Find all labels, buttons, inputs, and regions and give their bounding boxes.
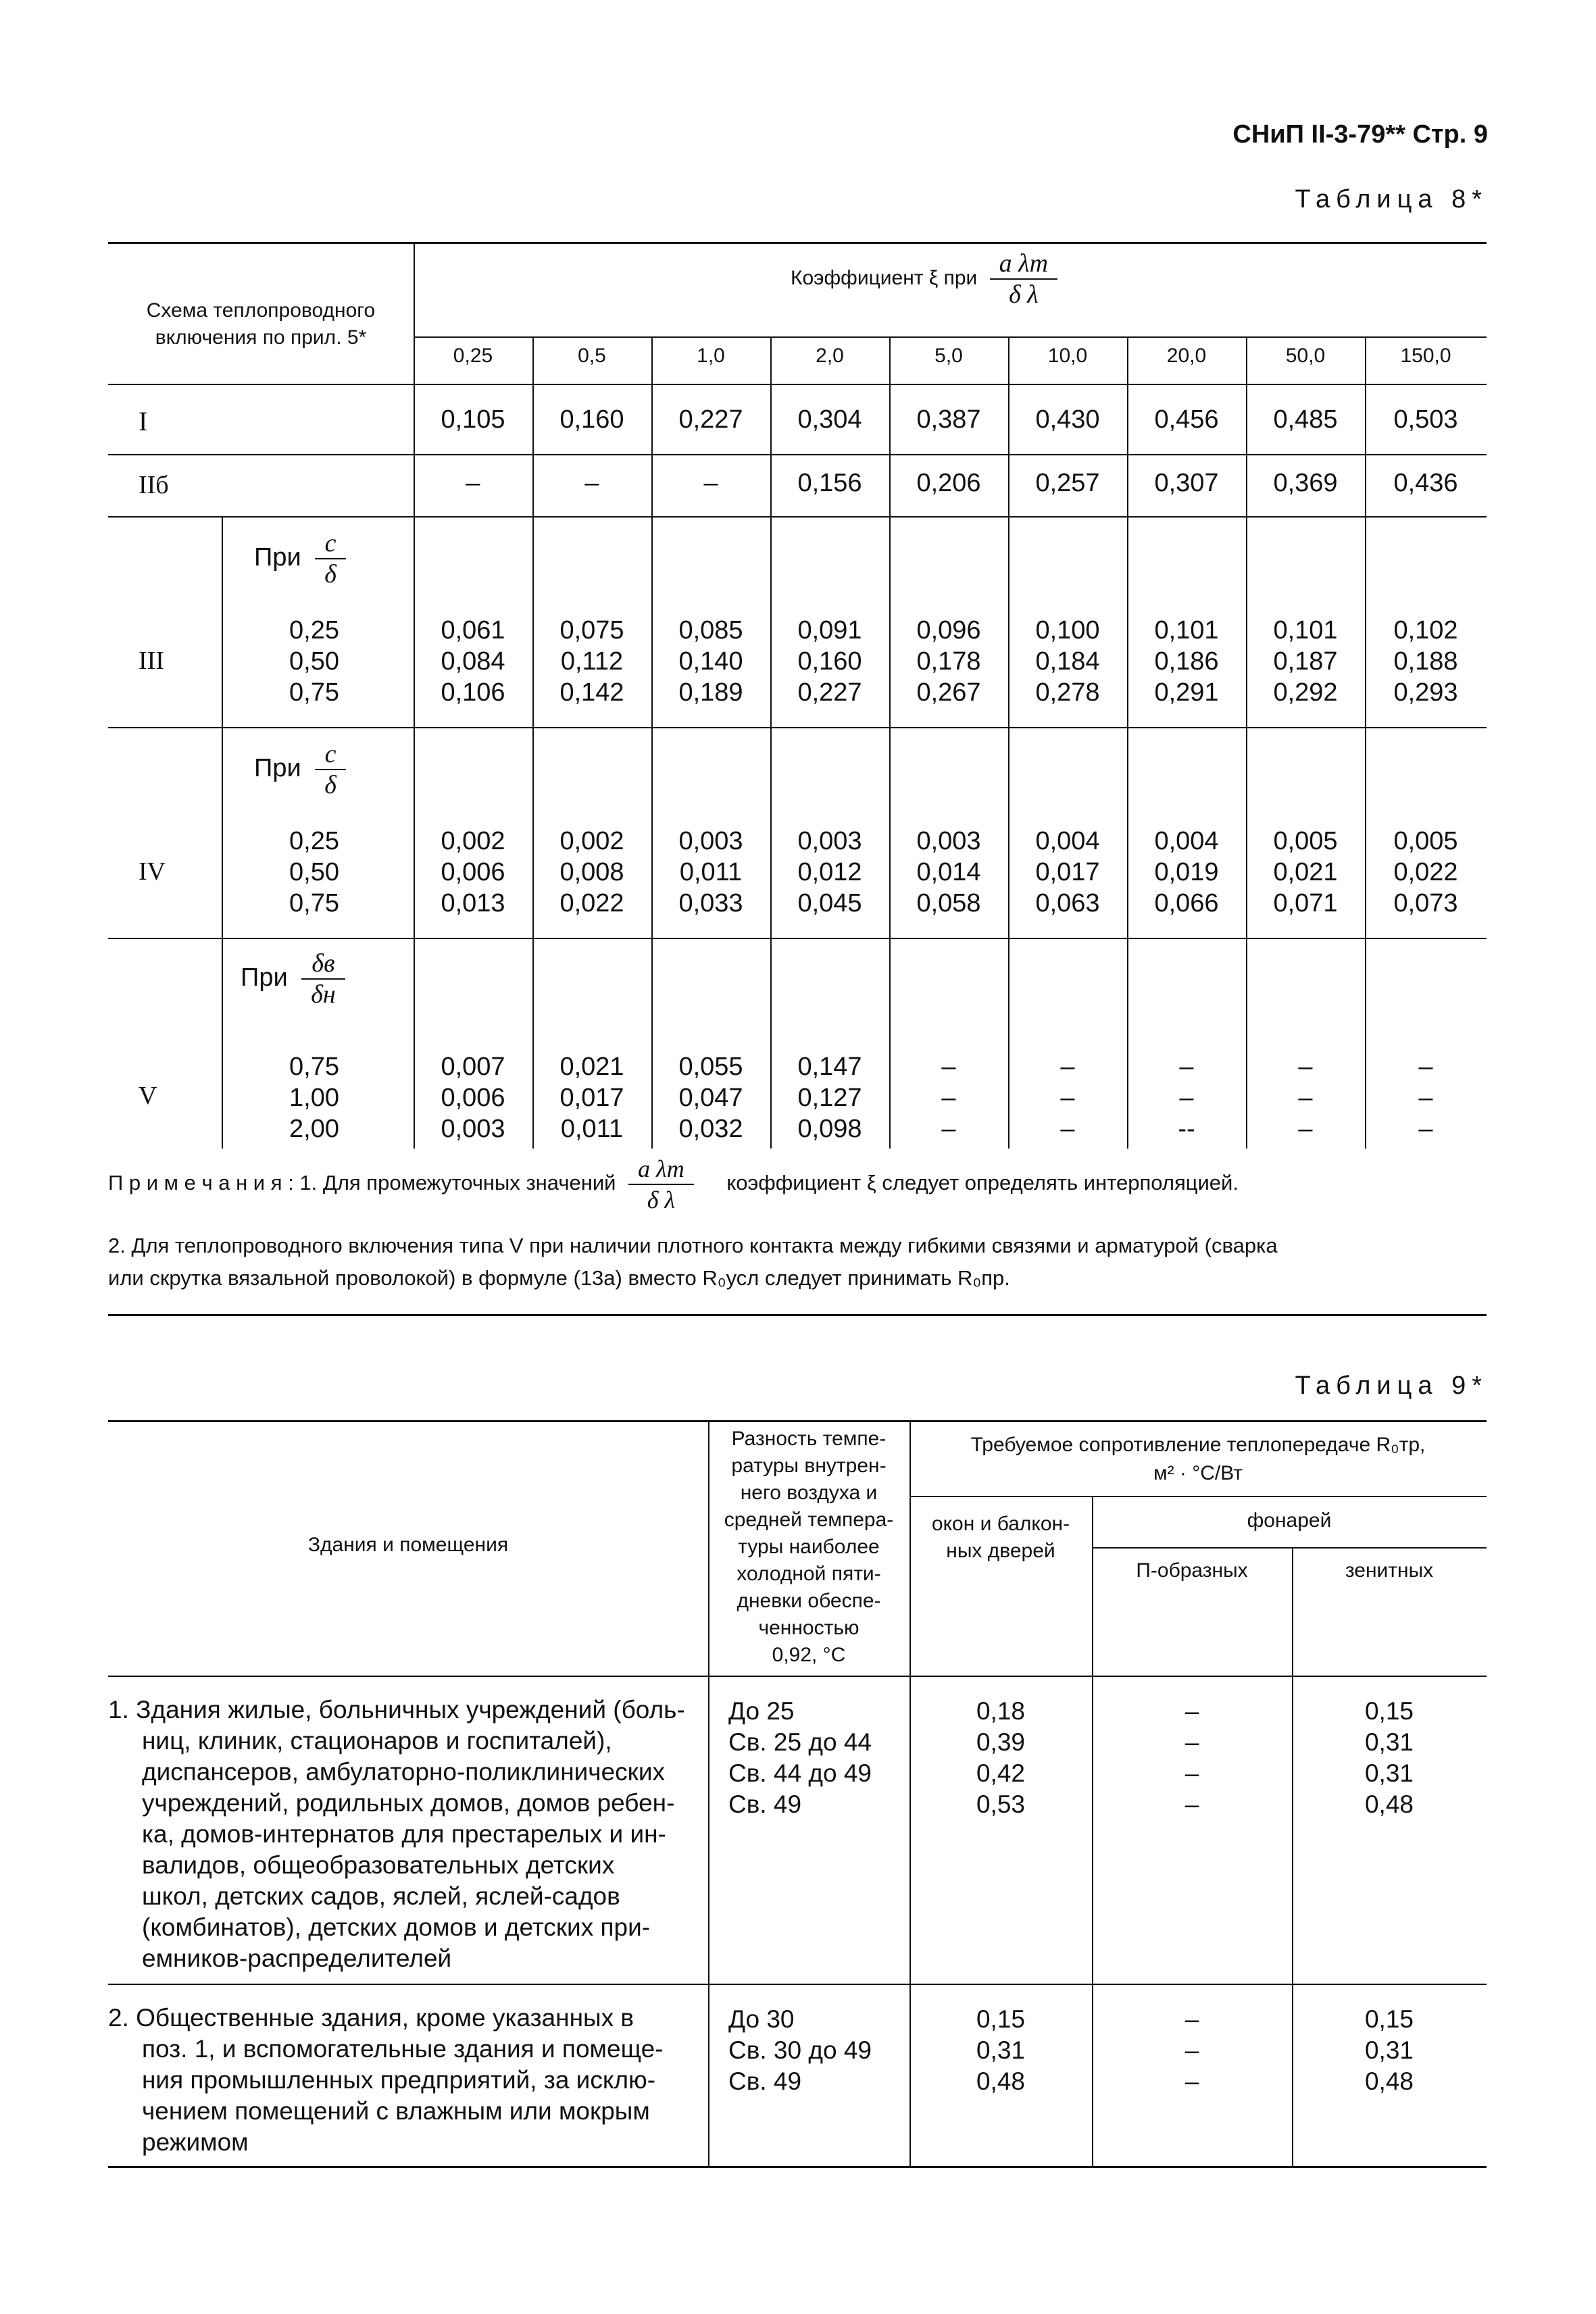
windows-values: 0,15 0,31 0,48 <box>976 2005 1025 2095</box>
col-header: 1,0 <box>697 345 725 367</box>
scheme-label: III <box>139 647 164 675</box>
temperature-ranges: До 30 Св. 30 до 49 Св. 49 <box>728 2005 872 2095</box>
table-cell: 0,147 0,127 0,098 <box>797 1053 862 1143</box>
col-p-shaped: П-образных <box>1136 1559 1248 1582</box>
note-1: П р и м е ч а н и я : 1. Для промежуточных значений $\frac{\text{a λт}}{\text{δ λ}}$ коэффициент ξ следует определять интерполяцией. <box>108 1155 1239 1213</box>
table-cell: 0,105 <box>441 405 505 434</box>
col-header: 2,0 <box>816 345 844 367</box>
table-cell: 0,102 0,188 0,293 <box>1393 616 1458 707</box>
table-cell: 0,227 <box>678 405 743 434</box>
table-cell: – <box>466 469 480 497</box>
table-cell: 0,436 <box>1393 469 1458 497</box>
table-cell: 0,160 <box>559 405 624 434</box>
table8-caption: Таблица 8* <box>1295 185 1488 213</box>
table-cell: 0,307 <box>1154 469 1219 497</box>
col-header: 0,25 <box>453 345 493 367</box>
table-cell: 0,003 0,012 0,045 <box>797 827 862 917</box>
table-cell: 0,387 <box>916 405 981 434</box>
scheme-label: I <box>139 406 148 436</box>
note-2-line-1: 2. Для теплопроводного включения типа V при наличии плотного контакта между гибкими связями и арматурой (сварка <box>108 1234 1278 1257</box>
table-cell: – <box>584 469 599 497</box>
table-cell: 0,100 0,184 0,278 <box>1035 616 1100 707</box>
table-cell: 0,021 0,017 0,011 <box>559 1053 624 1143</box>
p-shaped-values: – – – – <box>1184 1697 1199 1818</box>
table-row: 1. Здания жилые, больничных учреждений (боль- ниц, клиник, стационаров и госпиталей), диспансеров, амбулаторно-поликлинических учреждений, родильных домов, домов ребен- ка, домов-интернатов для престарелых и ин- валидов, общеобразовательных детских школ, детских садов, яслей, яслей-садов (комбинатов), детских домов и детских при- емников-распределителей <box>108 1696 685 1972</box>
table-cell: – – – <box>1298 1053 1313 1143</box>
table-cell: 0,085 0,140 0,189 <box>678 616 743 707</box>
col-header: 10,0 <box>1047 345 1088 367</box>
scheme-label: V <box>139 1082 157 1110</box>
col-header: 50,0 <box>1285 345 1326 367</box>
table-cell: 0,503 <box>1393 405 1458 434</box>
table-cell: 0,096 0,178 0,267 <box>916 616 981 707</box>
note-2-line-2: или скрутка вязальной проволокой) в формуле (13а) вместо R₀усл следует принимать R₀пр. <box>108 1266 1010 1290</box>
col-buildings: Здания и помещения <box>307 1534 509 1556</box>
parameter-label: При $\frac{c}{\delta}$ <box>254 528 346 589</box>
table-cell: 0,055 0,047 0,032 <box>678 1053 743 1143</box>
table-cell: 0,091 0,160 0,227 <box>797 616 862 707</box>
table-cell: 0,075 0,112 0,142 <box>559 616 624 707</box>
table-cell: 0,004 0,017 0,063 <box>1035 827 1100 917</box>
col-lanterns: фонарей <box>1247 1509 1332 1532</box>
parameter-values: 0,75 1,00 2,00 <box>289 1053 339 1143</box>
windows-values: 0,18 0,39 0,42 0,53 <box>976 1697 1025 1818</box>
table-cell: 0,002 0,006 0,013 <box>441 827 505 917</box>
col-header: 5,0 <box>934 345 963 367</box>
table-cell: 0,257 <box>1035 469 1100 497</box>
table-cell: – – – <box>941 1053 956 1143</box>
col-temperature-difference: Разность темпе- ратуры внутрен- него воздуха и средней темпера- туры наиболее холодной пяти- дневки обеспе- ченностью 0,92, °С <box>724 1428 894 1666</box>
table-cell: 0,206 <box>916 469 981 497</box>
table-cell: 0,003 0,011 0,033 <box>678 827 743 917</box>
table-cell: 0,005 0,021 0,071 <box>1273 827 1338 917</box>
table-cell: 0,003 0,014 0,058 <box>916 827 981 917</box>
table-cell: 0,485 <box>1273 405 1338 434</box>
document-reference: СНиП II-3-79** Стр. 9 <box>1232 120 1488 149</box>
table-cell: 0,304 <box>797 405 862 434</box>
table-cell: 0,101 0,186 0,291 <box>1154 616 1219 707</box>
parameter-values: 0,25 0,50 0,75 <box>289 616 339 707</box>
table-cell: – – -- <box>1178 1053 1195 1143</box>
table-cell: 0,061 0,084 0,106 <box>441 616 505 707</box>
table-cell: 0,004 0,019 0,066 <box>1154 827 1219 917</box>
col-header: 20,0 <box>1166 345 1207 367</box>
table-cell: – <box>703 469 718 497</box>
table-cell: – – – <box>1060 1053 1075 1143</box>
table-row: 2. Общественные здания, кроме указанных в поз. 1, и вспомогательные здания и помеще- ния промышленных предприятий, за исклю- чением помещений с влажным или мокрым режимом <box>108 2004 664 2156</box>
col-required-resistance: Требуемое сопротивление теплопередаче R₀тр, м² · °С/Вт <box>970 1434 1426 1484</box>
p-shaped-values: – – – <box>1184 2005 1199 2095</box>
col-header: 0,5 <box>578 345 606 367</box>
table-cell: 0,002 0,008 0,022 <box>559 827 624 917</box>
table-cell: 0,369 <box>1273 469 1338 497</box>
col-zenith: зенитных <box>1345 1559 1434 1582</box>
coefficient-header: Коэффициент ξ при $\frac{\text{a λт}}{\text{δ λ}}$ <box>791 249 1057 309</box>
scheme-label: IIб <box>139 471 169 499</box>
col-windows: окон и балкон- ных дверей <box>931 1513 1070 1562</box>
zenith-values: 0,15 0,31 0,48 <box>1364 2005 1414 2095</box>
temperature-ranges: До 25 Св. 25 до 44 Св. 44 до 49 Св. 49 <box>728 1697 872 1818</box>
table8-row-header: Схема теплопроводного включения по прил. 5* <box>146 299 376 349</box>
table-cell: 0,456 <box>1154 405 1219 434</box>
table-cell: 0,430 <box>1035 405 1100 434</box>
scheme-label: IV <box>139 857 166 886</box>
table-cell: 0,005 0,022 0,073 <box>1393 827 1458 917</box>
table-cell: – – – <box>1418 1053 1433 1143</box>
col-header: 150,0 <box>1400 345 1451 367</box>
parameter-values: 0,25 0,50 0,75 <box>289 827 339 917</box>
table-cell: 0,156 <box>797 469 862 497</box>
parameter-label: При $\frac{c}{\delta}$ <box>254 739 346 800</box>
table-cell: 0,007 0,006 0,003 <box>441 1053 505 1143</box>
parameter-label: При $\frac{\delta в}{\delta н}$ <box>241 949 345 1009</box>
zenith-values: 0,15 0,31 0,31 0,48 <box>1364 1697 1414 1818</box>
table-cell: 0,101 0,187 0,292 <box>1273 616 1338 707</box>
table9-caption: Таблица 9* <box>1295 1372 1488 1400</box>
